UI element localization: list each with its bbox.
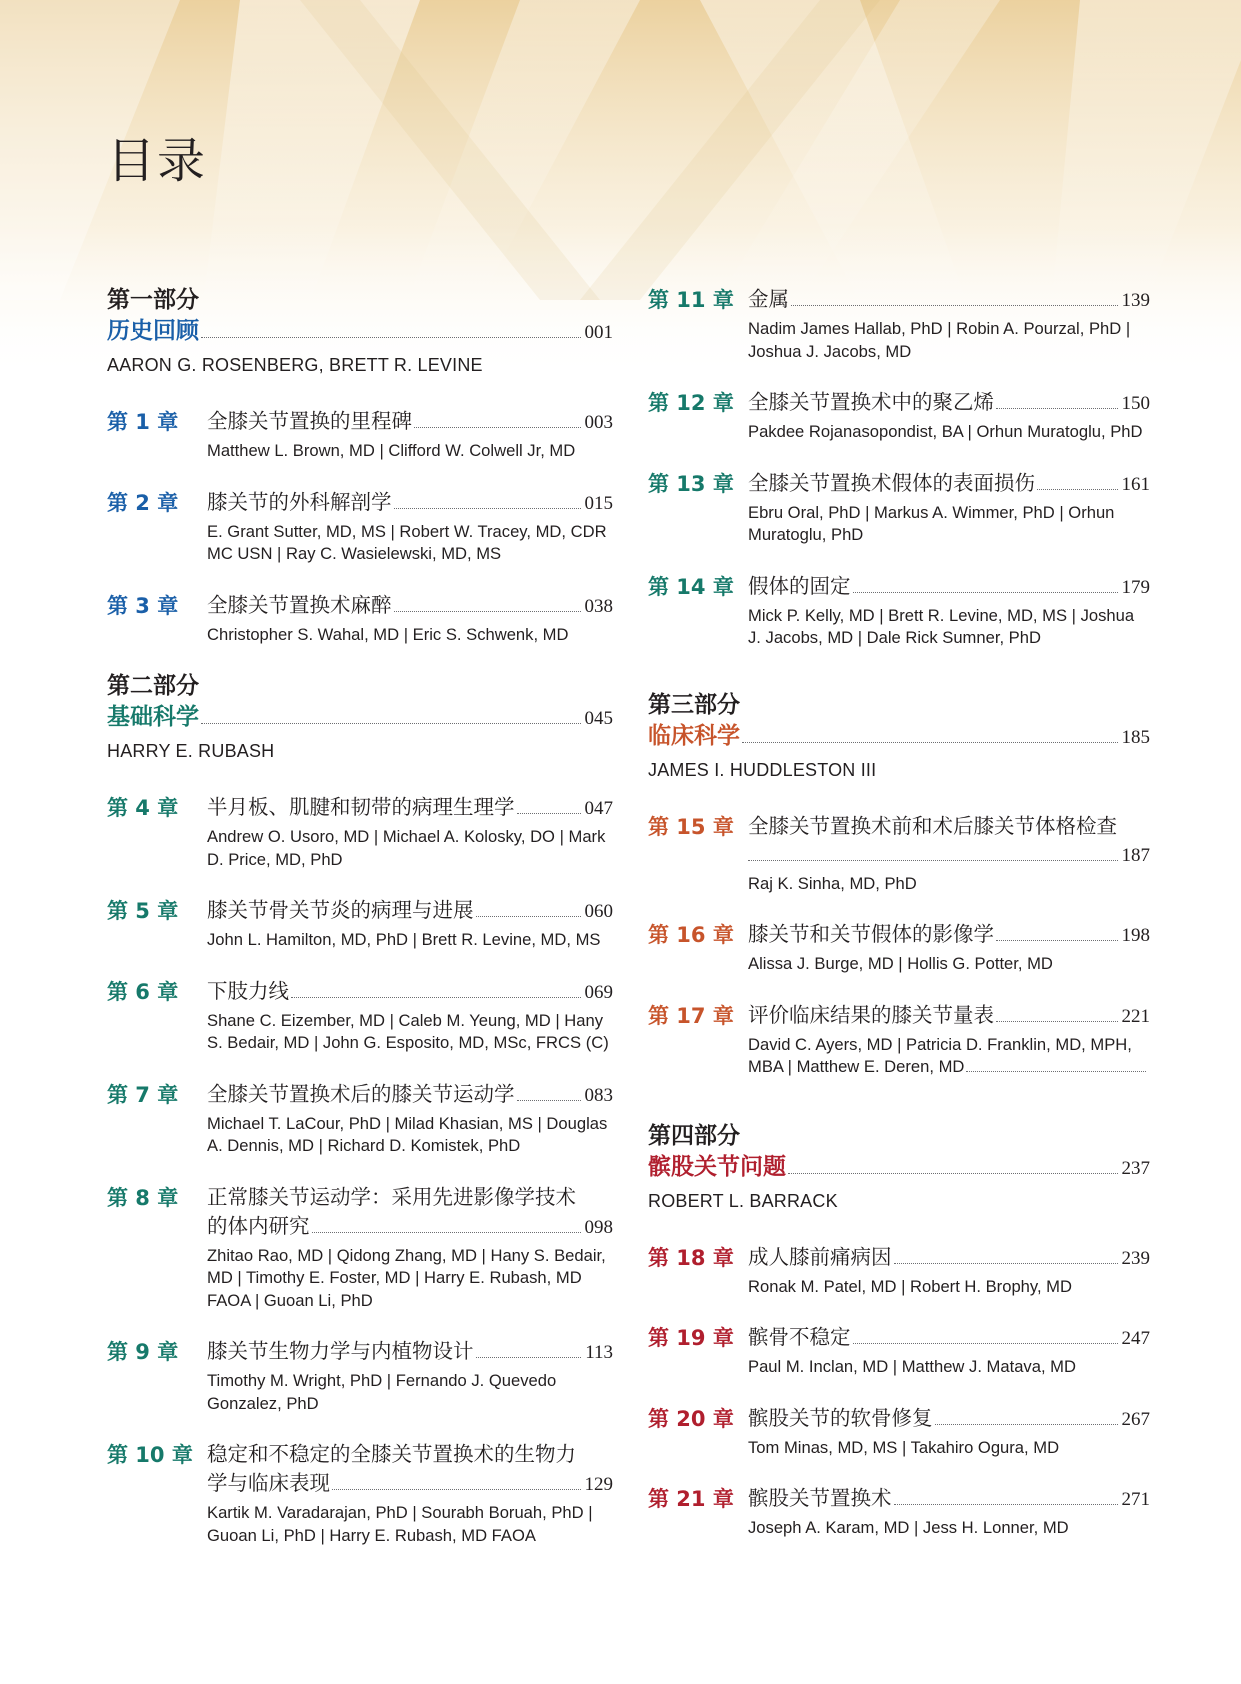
page-number: 060: [584, 901, 613, 922]
page-number: 098: [584, 1216, 613, 1238]
dot-leader: [791, 305, 1118, 306]
chapter-authors: Kartik M. Varadarajan, PhD | Sourabh Boruah, PhD | Guoan Li, PhD | Harry E. Rubash, MD FAOA: [207, 1503, 593, 1545]
chapter-title: 膝关节和关节假体的影像学: [748, 922, 994, 946]
chapter-number: 第 11 章: [648, 288, 734, 312]
page-number: 221: [1121, 1005, 1150, 1027]
page-number: 129: [584, 1474, 613, 1495]
part-1: [107, 285, 613, 379]
chapter-title: 下肢力线: [207, 978, 289, 1003]
chapter-title-line-1: 稳定和不稳定的全膝关节置换术的生物力: [207, 1442, 576, 1466]
chapter-title-line-1: 正常膝关节运动学：采用先进影像学技术: [207, 1184, 576, 1209]
chapter-number: 第 21 章: [648, 1487, 734, 1511]
page-number: 083: [584, 1084, 613, 1106]
part-label: 第三部分: [648, 691, 740, 718]
chapter-title: 全膝关节置换术后的膝关节运动学: [207, 1081, 515, 1106]
part-title-entry[interactable]: [107, 701, 613, 735]
page-number: 237: [1121, 1157, 1150, 1179]
chapter-authors: Christopher S. Wahal, MD | Eric S. Schwenk, MD: [207, 624, 569, 644]
dot-leader: [748, 860, 1118, 861]
page-number: 271: [1121, 1489, 1150, 1510]
chapter-entry[interactable]: [107, 977, 613, 1055]
chapter-authors: Zhitao Rao, MD | Qidong Zhang, MD | Hany S. Bedair, MD | Timothy E. Foster, MD | Harry E. Rubash, MD FAOA | Guoan Li, PhD: [207, 1245, 606, 1310]
dot-leader: [332, 1489, 581, 1490]
chapter-title: 膝关节骨关节炎的病理与进展: [207, 898, 474, 922]
dot-leader: [996, 408, 1118, 409]
chapter-number: 第 7 章: [107, 1082, 179, 1107]
part-title: 基础科学: [107, 704, 199, 730]
dot-leader: [1037, 489, 1118, 490]
chapter-number: 第 2 章: [107, 490, 179, 515]
dot-leader: [517, 1100, 581, 1101]
chapter-number: 第 13 章: [648, 471, 734, 496]
chapter-title: 金属: [748, 287, 789, 311]
chapter-number: 第 20 章: [648, 1406, 734, 1431]
page-number: 015: [584, 492, 613, 514]
chapter-authors: Joseph A. Karam, MD | Jess H. Lonner, MD: [748, 1518, 1069, 1537]
chapter-entry[interactable]: [107, 1337, 613, 1415]
page-number: 161: [1121, 473, 1150, 495]
chapter-entry[interactable]: [648, 1484, 1150, 1540]
part-label: 第二部分: [107, 673, 199, 699]
chapter-authors: Alissa J. Burge, MD | Hollis G. Potter, MD: [748, 954, 1053, 973]
chapter-authors: Tom Minas, MD, MS | Takahiro Ogura, MD: [748, 1437, 1060, 1457]
chapter-title: 膝关节的外科解剖学: [207, 489, 392, 514]
chapter-title: 成人膝前痛病因: [748, 1244, 892, 1269]
chapter-number: 第 19 章: [648, 1326, 734, 1350]
dot-leader: [312, 1232, 581, 1233]
chapter-entry[interactable]: [648, 388, 1150, 444]
chapter-authors: Pakdee Rojanasopondist, BA | Orhun Muratoglu, PhD: [748, 422, 1143, 441]
chapter-entry[interactable]: [648, 572, 1150, 650]
part-2: [107, 671, 613, 765]
chapter-number: 第 15 章: [648, 814, 734, 839]
chapter-title: 膝关节生物力学与内植物设计: [207, 1339, 474, 1363]
dot-leader: [853, 592, 1118, 593]
chapter-number: 第 16 章: [648, 923, 734, 947]
chapter-number: 第 10 章: [107, 1443, 193, 1467]
dot-leader: [853, 1343, 1118, 1344]
chapter-entry[interactable]: [107, 793, 613, 871]
chapter-title: 髌股关节的软骨修复: [748, 1405, 933, 1430]
dot-leader: [996, 1021, 1118, 1022]
dot-leader: [996, 940, 1118, 941]
dot-leader: [742, 742, 1118, 743]
dot-leader: [894, 1504, 1118, 1505]
page-number: 003: [584, 412, 613, 433]
chapter-number: 第 6 章: [107, 979, 179, 1004]
page-number: 150: [1121, 393, 1150, 414]
page-number: 179: [1121, 576, 1150, 598]
part-3: [648, 690, 1150, 784]
page-number: 047: [584, 798, 613, 819]
chapter-entry[interactable]: [648, 812, 1150, 896]
chapter-title: 全膝关节置换术假体的表面损伤: [748, 470, 1035, 495]
chapter-title: 髌骨不稳定: [748, 1325, 851, 1349]
chapter-entry[interactable]: [648, 1243, 1150, 1299]
part-title: 临床科学: [648, 722, 740, 749]
chapter-number: 第 9 章: [107, 1340, 179, 1364]
chapter-entry[interactable]: [107, 488, 613, 566]
part-title: 髌股关节问题: [648, 1153, 786, 1180]
chapter-number: 第 5 章: [107, 899, 179, 923]
chapter-title: 评价临床结果的膝关节量表: [748, 1002, 994, 1027]
page-number: 198: [1121, 925, 1150, 946]
chapter-entry[interactable]: [107, 896, 613, 952]
chapter-title: 全膝关节置换术麻醉: [207, 592, 392, 617]
page-number: 001: [584, 322, 613, 343]
dot-leader: [291, 997, 581, 998]
page-number: 267: [1121, 1408, 1150, 1430]
chapter-entry[interactable]: [648, 1323, 1150, 1379]
dot-leader: [517, 813, 581, 814]
chapter-authors: Matthew L. Brown, MD | Clifford W. Colwell Jr, MD: [207, 441, 576, 460]
page-number: 239: [1121, 1247, 1150, 1269]
dot-leader: [414, 427, 581, 428]
part-title-entry[interactable]: [648, 1151, 1150, 1185]
chapter-number: 第 8 章: [107, 1185, 179, 1210]
dot-leader: [394, 611, 581, 612]
chapter-entry[interactable]: [107, 1440, 613, 1547]
page-number: 069: [584, 981, 613, 1003]
toc-left-column: [107, 285, 613, 1572]
chapter-entry[interactable]: [107, 1080, 613, 1158]
chapter-entry[interactable]: [107, 407, 613, 463]
chapter-authors: Shane C. Eizember, MD | Caleb M. Yeung, MD | Hany S. Bedair, MD | John G. Esposito, MD, MSc, FRCS (C): [207, 1010, 609, 1052]
page-number: 139: [1121, 290, 1150, 311]
chapter-authors-line-2: MBA | Matthew E. Deren, MD: [748, 1057, 965, 1076]
part-editors: JAMES I. HUDDLESTON III: [648, 759, 877, 780]
part-label: 第四部分: [648, 1122, 740, 1149]
chapter-number: 第 17 章: [648, 1003, 734, 1028]
page-number: 247: [1121, 1328, 1150, 1349]
page-number: 038: [584, 595, 613, 617]
dot-leader: [201, 337, 581, 338]
chapter-title-line-2: 学与临床表现: [207, 1471, 330, 1495]
dot-leader: [935, 1424, 1118, 1425]
part-editors: ROBERT L. BARRACK: [648, 1190, 838, 1211]
page-number: 185: [1121, 726, 1150, 748]
chapter-entry[interactable]: [648, 285, 1150, 363]
chapter-title: 髌股关节置换术: [748, 1486, 892, 1510]
page-title: 目录: [107, 133, 208, 189]
chapter-entry[interactable]: [648, 469, 1150, 547]
chapter-authors: Raj K. Sinha, MD, PhD: [748, 873, 917, 893]
chapter-title: 假体的固定: [748, 573, 851, 598]
chapter-authors: E. Grant Sutter, MD, MS | Robert W. Tracey, MD, CDR MC USN | Ray C. Wasielewski, MD, MS: [207, 521, 607, 563]
part-label: 第一部分: [107, 287, 199, 313]
chapter-authors: Ebru Oral, PhD | Markus A. Wimmer, PhD | Orhun Muratoglu, PhD: [748, 502, 1115, 544]
part-4: [648, 1121, 1150, 1215]
chapter-entry[interactable]: [107, 591, 613, 647]
chapter-entry[interactable]: [648, 1404, 1150, 1460]
chapter-number: 第 3 章: [107, 593, 179, 618]
chapter-entry[interactable]: [648, 1001, 1150, 1079]
chapter-number: 第 12 章: [648, 391, 734, 415]
chapter-title: 全膝关节置换术前和术后膝关节体格检查: [748, 813, 1117, 838]
toc-right-column: [648, 285, 1150, 1565]
dot-leader: [201, 723, 581, 724]
page-number: 045: [584, 708, 613, 729]
dot-leader: [894, 1263, 1118, 1264]
dot-leader: [394, 508, 581, 509]
chapter-title: 半月板、肌腱和韧带的病理生理学: [207, 795, 515, 819]
chapter-authors: Paul M. Inclan, MD | Matthew J. Matava, MD: [748, 1357, 1076, 1376]
chapter-number: 第 14 章: [648, 574, 734, 599]
chapter-title-line-2: 的体内研究: [207, 1213, 310, 1238]
dot-leader: [966, 1071, 1146, 1072]
page-number: 187: [1121, 844, 1150, 866]
chapter-entry[interactable]: [107, 1183, 613, 1313]
chapter-authors: Mick P. Kelly, MD | Brett R. Levine, MD, MS | Joshua J. Jacobs, MD | Dale Rick Sumner, PhD: [748, 605, 1135, 647]
chapter-entry[interactable]: [648, 920, 1150, 976]
chapter-authors: Ronak M. Patel, MD | Robert H. Brophy, MD: [748, 1276, 1072, 1296]
chapter-authors: Nadim James Hallab, PhD | Robin A. Pourzal, PhD | Joshua J. Jacobs, MD: [748, 319, 1131, 361]
chapter-title: 全膝关节置换术中的聚乙烯: [748, 390, 994, 414]
part-title-entry[interactable]: [107, 315, 613, 349]
dot-leader: [476, 916, 581, 917]
dot-leader: [788, 1173, 1118, 1174]
part-title: 历史回顾: [107, 318, 199, 344]
chapter-number: 第 1 章: [107, 410, 179, 434]
chapter-number: 第 18 章: [648, 1245, 734, 1270]
chapter-title: 全膝关节置换的里程碑: [207, 409, 412, 433]
page-number: 113: [585, 1342, 613, 1363]
part-editors: HARRY E. RUBASH: [107, 741, 275, 761]
chapter-authors-line-1: David C. Ayers, MD | Patricia D. Franklin, MD, MPH,: [748, 1034, 1132, 1054]
part-editors: AARON G. ROSENBERG, BRETT R. LEVINE: [107, 355, 483, 375]
part-title-entry[interactable]: [648, 720, 1150, 754]
chapter-authors: Michael T. LaCour, PhD | Milad Khasian, MS | Douglas A. Dennis, MD | Richard D. Komistek, PhD: [207, 1113, 608, 1155]
chapter-authors: Timothy M. Wright, PhD | Fernando J. Quevedo Gonzalez, PhD: [207, 1371, 557, 1413]
chapter-authors: Andrew O. Usoro, MD | Michael A. Kolosky, DO | Mark D. Price, MD, PhD: [207, 827, 606, 869]
dot-leader: [476, 1357, 582, 1358]
chapter-authors: John L. Hamilton, MD, PhD | Brett R. Levine, MD, MS: [207, 930, 601, 949]
chapter-number: 第 4 章: [107, 796, 179, 820]
